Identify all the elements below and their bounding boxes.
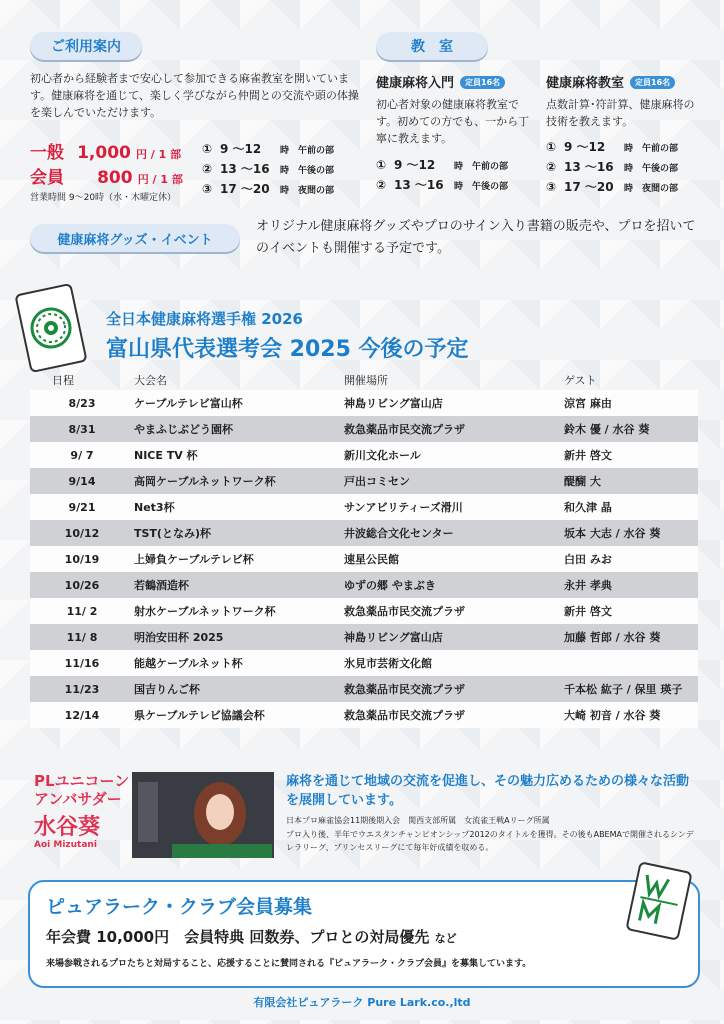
club-fee: 年会費 10,000円 会員特典 回数券、プロとの対局優先	[46, 928, 430, 946]
cell-date: 8/31	[30, 416, 134, 442]
club-desc: 来場参戦されるプロたちと対局すること、応援することに賛同される『ピュアラーク・クラブ会員』を募集しています。	[46, 959, 532, 969]
schedule-body	[30, 390, 698, 728]
cell-venue: 新川文化ホール	[344, 442, 564, 468]
session-num: ①	[202, 142, 213, 156]
cell-venue: 氷見市芸術文化館	[344, 650, 564, 676]
cell-guest: 千本松 紘子 / 保里 瑛子	[564, 676, 698, 702]
session-num: ③	[202, 182, 213, 196]
table-row	[30, 520, 698, 546]
cell-venue: 救急薬品市民交流プラザ	[344, 416, 564, 442]
club-fee-line	[46, 926, 457, 947]
session-num: ②	[202, 162, 213, 176]
header-venue: 開催場所	[344, 374, 388, 387]
session-unit: 時	[280, 186, 290, 196]
session-unit: 時	[624, 184, 634, 194]
header-date: 日程	[52, 374, 74, 387]
table-row	[30, 442, 698, 468]
ambassador-bio1: 日本プロ麻雀協会11期後期入会 関西支部所属 女流雀王戦Aリーグ所属	[286, 816, 550, 825]
price-general-label: 一般	[30, 143, 64, 163]
cell-guest: 醍醐 大	[564, 468, 698, 494]
session-unit: 時	[624, 144, 634, 154]
cell-name: TST(となみ)杯	[134, 520, 344, 546]
session-row	[202, 140, 348, 160]
cell-guest: 白田 みお	[564, 546, 698, 572]
session-time: 9 ～12	[564, 140, 606, 154]
cell-venue: 神島リビング富山店	[344, 390, 564, 416]
session-row	[546, 178, 692, 198]
cell-name: 国吉りんご杯	[134, 676, 344, 702]
cell-venue: ゆずの郷 やまぶき	[344, 572, 564, 598]
footer-company: 有限会社ピュアラーク Pure Lark.co.,ltd	[253, 996, 471, 1009]
ambassador-roles	[34, 772, 129, 808]
cell-name: やまふじぶどう園杯	[134, 416, 344, 442]
session-row	[202, 160, 348, 180]
session-time: 17 ～20	[220, 182, 270, 196]
price-unit-member: 円 / 1 部	[137, 173, 183, 186]
session-unit: 時	[454, 182, 464, 192]
guide-intro: 初心者から経験者まで安心して参加できる麻雀教室を開いています。健康麻将を通じて、楽しく学びながら仲間との交流や頭の体操を楽しんでいただけます。	[30, 72, 359, 119]
session-name: 午後の部	[642, 164, 679, 174]
ambassador-bio2: プロ入り後、半年でウエスタンチャンピオンシップ2012のタイトルを獲得。その後もABEMAで開催されるシンデレラリーグ、プリンセスリーグにて毎年好成績を収める。	[286, 830, 694, 852]
cell-guest: 大崎 初音 / 水谷 葵	[564, 702, 698, 728]
cell-venue: サンアビリティーズ滑川	[344, 494, 564, 520]
price-unit-general: 円 / 1 部	[135, 148, 182, 161]
session-row	[546, 138, 692, 158]
cell-venue: 戸出コミセン	[344, 468, 564, 494]
table-row	[30, 416, 698, 442]
cell-guest: 和久津 晶	[564, 494, 698, 520]
header-name: 大会名	[134, 374, 167, 387]
cell-guest: 新井 啓文	[564, 442, 698, 468]
intro-class-desc: 初心者対象の健康麻将教室です。初めての方でも、一から丁寧に教えます。	[376, 98, 530, 145]
class-desc: 点数計算･符計算、健康麻将の技術を教えます。	[546, 98, 695, 128]
cell-venue: 救急薬品市民交流プラザ	[344, 598, 564, 624]
club-fee-suffix: など	[434, 932, 457, 945]
cell-guest: 涼宮 麻由	[564, 390, 698, 416]
cell-name: ケーブルテレビ富山杯	[134, 390, 344, 416]
cell-date: 10/26	[30, 572, 134, 598]
cell-date: 12/14	[30, 702, 134, 728]
person-photo-icon	[132, 772, 274, 858]
table-row	[30, 598, 698, 624]
guide-sessions	[202, 140, 348, 200]
cell-guest: 坂本 大志 / 水谷 葵	[564, 520, 698, 546]
cell-venue: 救急薬品市民交流プラザ	[344, 676, 564, 702]
cell-venue: 速星公民館	[344, 546, 564, 572]
cell-venue: 神島リビング富山店	[344, 624, 564, 650]
session-num: ①	[546, 140, 557, 154]
session-name: 午後の部	[298, 166, 335, 176]
session-time: 9 ～12	[394, 158, 436, 172]
cell-date: 11/23	[30, 676, 134, 702]
session-unit: 時	[280, 166, 290, 176]
wm-logo-icon	[628, 864, 691, 939]
ambassador-name: 水谷葵	[34, 815, 101, 840]
ambassador-role1: PLユニコーン	[34, 772, 130, 790]
intro-sessions	[376, 156, 522, 196]
cell-name: 明治安田杯 2025	[134, 624, 344, 650]
session-name: 夜間の部	[642, 184, 679, 194]
ambassador-role2: アンバサダー	[34, 790, 122, 808]
price-block	[30, 138, 200, 203]
cell-name: 県ケーブルテレビ協議会杯	[134, 702, 344, 728]
hours-note: 営業時間 9～20時（水・木曜定休）	[30, 193, 177, 203]
price-member-label: 会員	[30, 168, 64, 188]
class-heading	[546, 72, 675, 91]
goods-text: オリジナル健康麻将グッズやプロのサイン入り書籍の販売や、プロを招いてのイベントも開催する予定です。	[256, 219, 696, 256]
guide-title: ご利用案内	[30, 32, 142, 60]
intro-class-badge: 定員16名	[460, 76, 505, 89]
session-name: 午後の部	[472, 182, 509, 192]
table-row	[30, 390, 698, 416]
cell-date: 9/ 7	[30, 442, 134, 468]
cell-guest: 加藤 哲郎 / 水谷 葵	[564, 624, 698, 650]
header-guest: ゲスト	[564, 374, 597, 387]
session-row	[376, 176, 522, 196]
ambassador-lead: 麻将を通じて地域の交流を促進し、その魅力広めるための様々な活動を展開しています。	[286, 774, 690, 808]
session-num: ①	[376, 158, 387, 172]
cell-name: 若鶴酒造杯	[134, 572, 344, 598]
class-sessions	[546, 138, 692, 198]
session-unit: 時	[624, 164, 634, 174]
session-unit: 時	[280, 146, 290, 156]
session-name: 夜間の部	[298, 186, 335, 196]
cell-date: 8/23	[30, 390, 134, 416]
schedule-table	[30, 370, 698, 728]
cell-venue: 救急薬品市民交流プラザ	[344, 702, 564, 728]
session-name: 午前の部	[642, 144, 679, 154]
session-time: 17 ～20	[564, 180, 614, 194]
goods-title: 健康麻将グッズ・イベント	[30, 224, 240, 252]
cell-date: 9/14	[30, 468, 134, 494]
cell-name: 射水ケーブルネットワーク杯	[134, 598, 344, 624]
cell-date: 9/21	[30, 494, 134, 520]
ambassador-name-en: Aoi Mizutani	[34, 840, 97, 850]
cell-name: Net3杯	[134, 494, 344, 520]
cell-name: 高岡ケーブルネットワーク杯	[134, 468, 344, 494]
classroom-title: 教 室	[376, 32, 488, 60]
session-name: 午前の部	[472, 162, 509, 172]
session-num: ③	[546, 180, 557, 194]
table-row	[30, 468, 698, 494]
intro-class-title: 健康麻将入門	[376, 76, 455, 91]
cell-name: NICE TV 杯	[134, 442, 344, 468]
cell-date: 11/ 8	[30, 624, 134, 650]
price-member: 800	[97, 168, 133, 188]
cell-name: 上婦負ケーブルテレビ杯	[134, 546, 344, 572]
session-time: 13 ～16	[220, 162, 270, 176]
table-row	[30, 572, 698, 598]
session-row	[376, 156, 522, 176]
session-num: ②	[546, 160, 557, 174]
table-row	[30, 676, 698, 702]
tournament-title: 富山県代表選考会 2025 今後の予定	[106, 337, 469, 362]
table-row	[30, 494, 698, 520]
table-row	[30, 650, 698, 676]
cell-date: 11/16	[30, 650, 134, 676]
session-name: 午前の部	[298, 146, 335, 156]
cell-name: 能越ケーブルネット杯	[134, 650, 344, 676]
cell-guest: 新井 啓文	[564, 598, 698, 624]
session-unit: 時	[454, 162, 464, 172]
ambassador-photo	[132, 772, 274, 858]
club-title: ピュアラーク・クラブ会員募集	[46, 896, 313, 918]
schedule-header	[30, 370, 698, 390]
session-time: 13 ～16	[564, 160, 614, 174]
class-title: 健康麻将教室	[546, 76, 625, 91]
table-row	[30, 702, 698, 728]
session-row	[546, 158, 692, 178]
session-num: ②	[376, 178, 387, 192]
cell-guest	[564, 650, 698, 676]
cell-guest: 永井 孝典	[564, 572, 698, 598]
session-row	[202, 180, 348, 200]
tournament-subtitle: 全日本健康麻将選手権 2026	[106, 310, 303, 328]
cell-date: 10/12	[30, 520, 134, 546]
cell-date: 11/ 2	[30, 598, 134, 624]
intro-class-heading	[376, 72, 505, 91]
class-badge: 定員16名	[630, 76, 675, 89]
cell-venue: 井波総合文化センター	[344, 520, 564, 546]
session-time: 13 ～16	[394, 178, 444, 192]
table-row	[30, 624, 698, 650]
table-row	[30, 546, 698, 572]
cell-guest: 鈴木 優 / 水谷 葵	[564, 416, 698, 442]
cell-date: 10/19	[30, 546, 134, 572]
price-general: 1,000	[77, 143, 131, 163]
session-time: 9 ～12	[220, 142, 262, 156]
